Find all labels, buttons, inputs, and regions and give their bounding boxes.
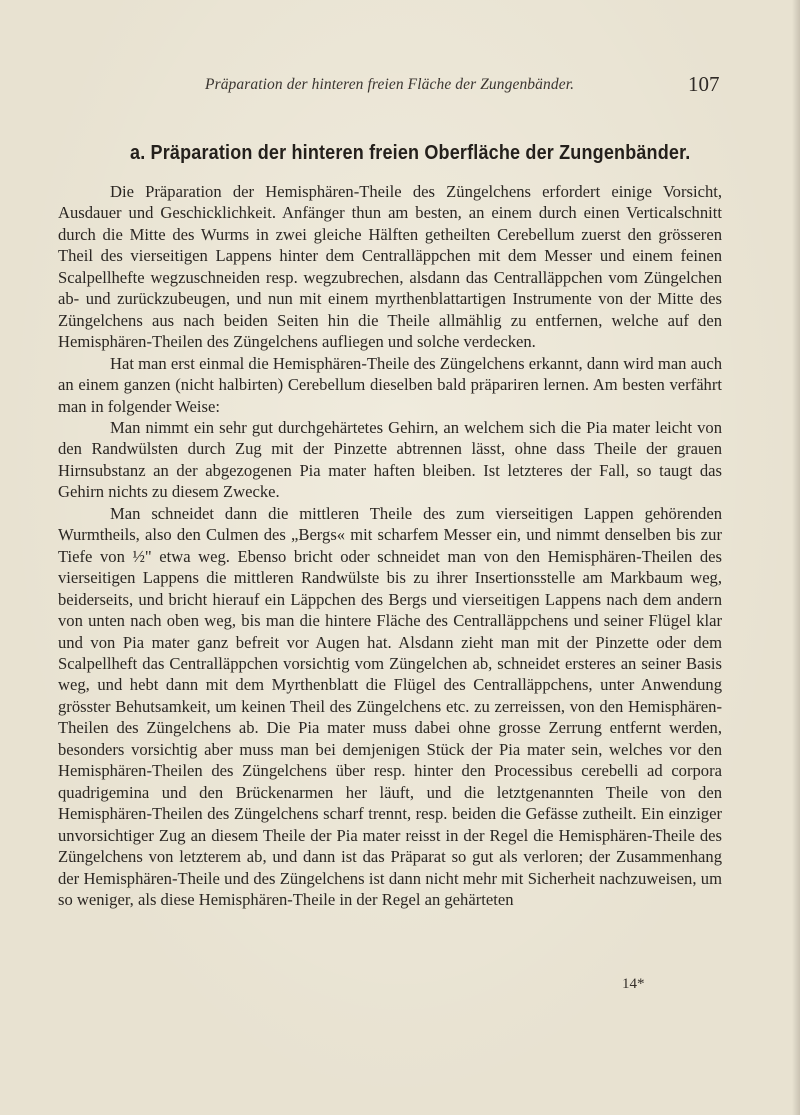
page-number: 107 bbox=[688, 72, 720, 96]
running-head-title: Präparation der hinteren freien Fläche der Zungenbänder. bbox=[205, 76, 575, 93]
body-text bbox=[58, 181, 722, 910]
signature-mark: 14* bbox=[622, 976, 645, 992]
paragraph-2: Hat man erst einmal die Hemisphären-Theile des Züngelchens erkannt, dann wird man auch an einem ganzen (nicht halbirten) Cerebellum dieselben bald präpariren lernen. Am besten verfährt man in folgender Weise: bbox=[58, 353, 722, 416]
paragraph-3: Man nimmt ein sehr gut durchgehärtetes Gehirn, an welchem sich die Pia mater leicht von den Randwülsten durch Zug mit der Pinzette abtrennen lässt, ohne dass Theile der grauen Hirnsubstanz an der abgezogenen Pia mater haften bleiben. Ist letzteres der Fall, so taugt das Gehirn nichts zu diesem Zwecke. bbox=[58, 417, 722, 502]
section-heading: a. Präparation der hinteren freien Oberfläche der Zungenbänder. bbox=[130, 142, 691, 164]
paragraph-4: Man schneidet dann die mittleren Theile des zum vierseitigen Lappen gehörenden Wurmtheils, also den Culmen des „Bergs« mit scharfem Messer ein, und nimmt denselben bis zur Tiefe von ½" etwa weg. Ebenso bricht oder schneidet man von den Hemisphären-Theilen des vierseitigen Lappens die mittleren Randwülste bis zu ihrer Insertionsstelle am Markbaum weg, beiderseits, und bricht hierauf ein Läppchen des Bergs und vierseitigen Lappens nach dem andern von unten nach oben weg, bis man die hintere Fläche des Centralläppchens und seiner Flügel klar und von Pia mater ganz befreit vor Augen hat. Alsdann zieht man mit der Pinzette oder dem Scalpellheft das Centralläppchen vorsichtig vom Züngelchen ab, schneidet ersteres an seiner Basis weg, und hebt dann mit dem Myrthenblatt die Flügel des Centralläppchens, unter Anwendung grösster Behutsamkeit, um keinen Theil des Züngelchens etc. zu zerreissen, von den Hemisphären-Theilen des Züngelchens ab. Die Pia mater muss dabei ohne grosse Zerrung entfernt werden, besonders vorsichtig aber muss man bei demjenigen Stück der Pia mater sein, welches vor den Hemisphären-Theilen des Züngelchens über resp. hinter den Processibus cerebelli ad corpora quadrigemina und den Brückenarmen her läuft, und die letztgenannten Theile von den Hemisphären-Theilen des Züngelchens scharf trennt, resp. beiden die Gefässe zutheilt. Ein einziger unvorsichtiger Zug an diesem Theile der Pia mater reisst in der Regel die Hemisphären-Theile des Züngelchens von letzterem ab, und dann ist das Präparat so gut als verloren; der Zusammenhang der Hemisphären-Theile und des Züngelchens ist dann nicht mehr mit Sicherheit nachzuweisen, um so weniger, als diese Hemisphären-Theile in der Regel an gehärteten bbox=[58, 503, 722, 909]
page-edge-shadow bbox=[792, 0, 800, 1115]
paragraph-1: Die Präparation der Hemisphären-Theile des Züngelchens erfordert einige Vorsicht, Ausdauer und Geschicklichkeit. Anfänger thun am besten, an einem durch einen Verticalschnitt durch die Mitte des Wurms in zwei gleiche Hälften getheilten Cerebellum zuerst den grösseren Theil des vierseitigen Lappens hinter dem Centralläppchen mit dem Messer und einem feinen Scalpellhefte wegzuschneiden resp. wegzubrechen, alsdann das Centralläppchen vom Züngelchen ab- und zurückzubeugen, und nun mit einem myrthenblattartigen Instrumente von der Mitte des Züngelchens aus nach beiden Seiten hin die Theile allmählig zu entfernen, welche auf den Hemisphären-Theilen des Züngelchens aufliegen und solche verdecken. bbox=[58, 182, 722, 352]
